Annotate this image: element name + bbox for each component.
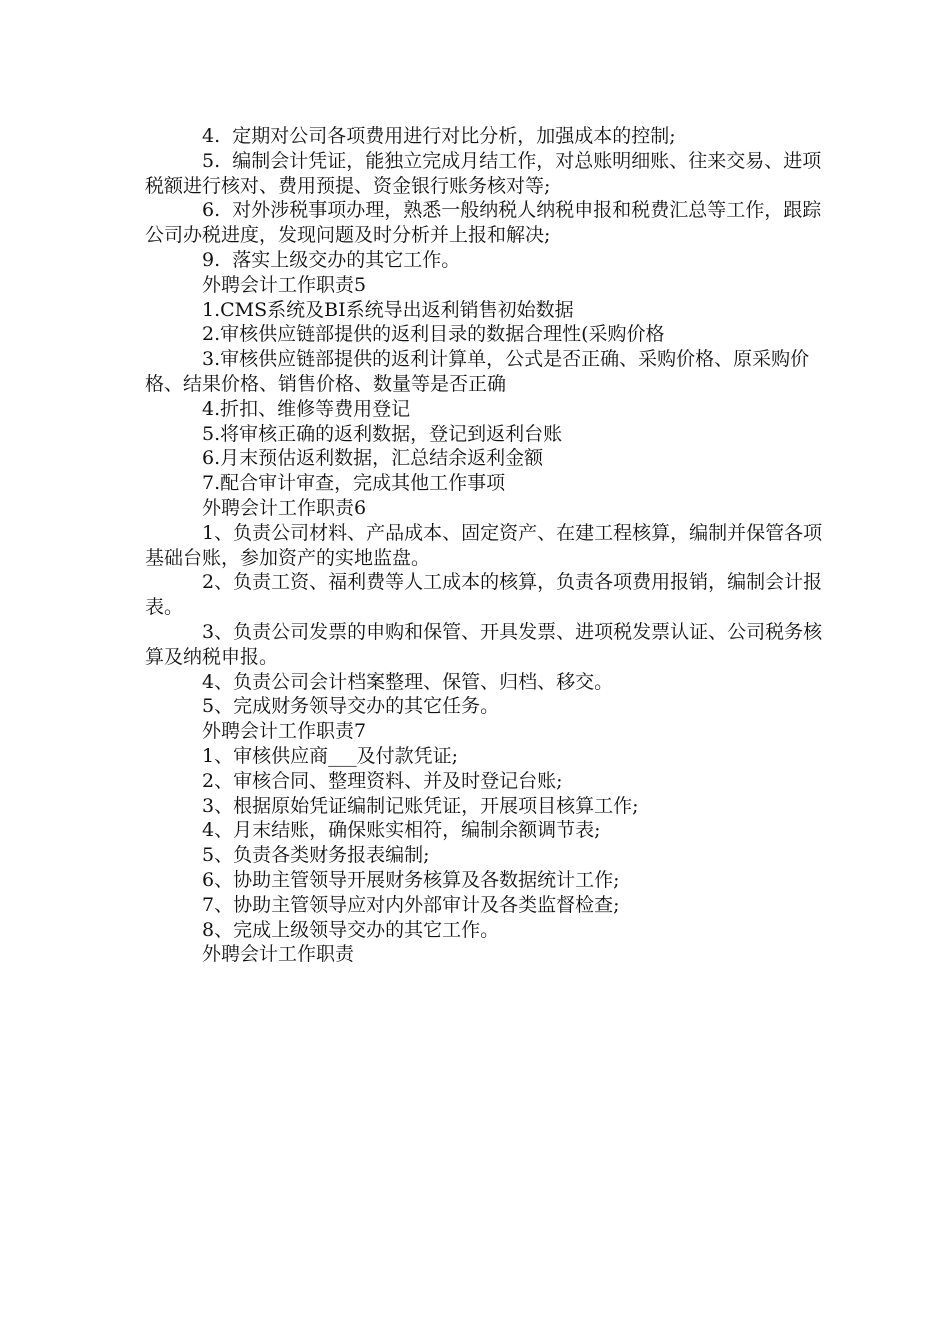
paragraph: 1、审核供应商___及付款凭证; — [202, 744, 458, 767]
document-body — [145, 124, 825, 967]
paragraph: 2、审核合同、整理资料、并及时登记台账; — [202, 769, 563, 792]
section-heading: 外聘会计工作职责 — [202, 943, 355, 966]
paragraph: 2、负责工资、福利费等人工成本的核算，负责各项费用报销，编制会计报表。 — [145, 571, 823, 619]
paragraph: 9. 落实上级交办的其它工作。 — [202, 248, 461, 271]
paragraph: 6、协助主管领导开展财务核算及各数据统计工作; — [202, 868, 620, 891]
paragraph: 4、月末结账，确保账实相符，编制余额调节表; — [202, 819, 601, 842]
paragraph: 3.审核供应链部提供的返利计算单，公式是否正确、采购价格、原采购价格、结果价格、销售价格、数量等是否正确 — [145, 348, 810, 395]
paragraph: 6. 对外涉税事项办理，熟悉一般纳税人纳税申报和税费汇总等工作，跟踪公司办税进度，发现问题及时分析并上报和解决; — [145, 199, 822, 247]
paragraph: 2.审核供应链部提供的返利目录的数据合理性(采购价格 — [202, 323, 665, 346]
paragraph: 5.将审核正确的返利数据，登记到返利台账 — [202, 422, 563, 445]
paragraph: 5、完成财务领导交办的其它任务。 — [202, 695, 500, 718]
paragraph: 6.月末预估返利数据，汇总结余返利金额 — [202, 447, 544, 470]
paragraph: 1.CMS系统及BI系统导出返利销售初始数据 — [202, 298, 574, 321]
paragraph: 7、协助主管领导应对内外部审计及各类监督检查; — [202, 893, 620, 916]
paragraph: 5. 编制会计凭证，能独立完成月结工作，对总账明细账、往来交易、进项税额进行核对、费用预提、资金银行账务核对等; — [145, 149, 822, 197]
paragraph: 4.折扣、维修等费用登记 — [202, 397, 411, 420]
section-heading: 外聘会计工作职责7 — [202, 720, 367, 743]
paragraph: 5、负责各类财务报表编制; — [202, 844, 430, 867]
section-heading: 外聘会计工作职责6 — [202, 496, 367, 519]
paragraph: 4、负责公司会计档案整理、保管、归档、移交。 — [202, 670, 614, 693]
paragraph: 8、完成上级领导交办的其它工作。 — [202, 918, 500, 941]
paragraph: 1、负责公司材料、产品成本、固定资产、在建工程核算，编制并保管各项基础台账，参加资产的实地监盘。 — [145, 521, 823, 569]
paragraph: 3、负责公司发票的申购和保管、开具发票、进项税发票认证、公司税务核算及纳税申报。 — [145, 620, 823, 668]
section-heading: 外聘会计工作职责5 — [202, 273, 367, 296]
paragraph: 7.配合审计审查，完成其他工作事项 — [202, 472, 506, 495]
paragraph: 4. 定期对公司各项费用进行对比分析，加强成本的控制; — [202, 125, 676, 147]
paragraph: 3、根据原始凭证编制记账凭证，开展项目核算工作; — [202, 794, 639, 817]
